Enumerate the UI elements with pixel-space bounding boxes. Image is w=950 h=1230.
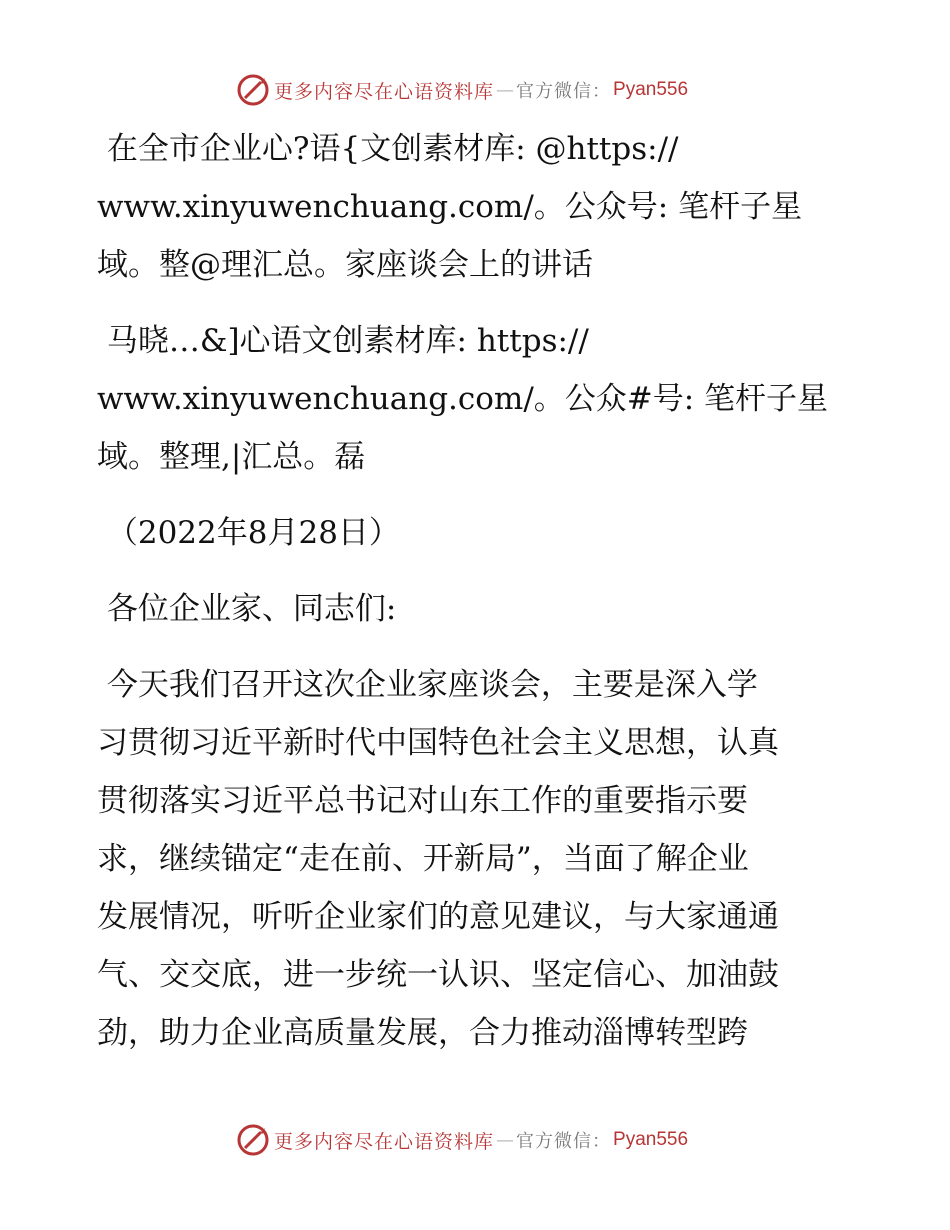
text-line: 在全市企业心?语{文创素材库: @https:// <box>97 131 679 167</box>
banner-site-text: 更多内容尽在心语资料库 <box>274 80 495 103</box>
text-line: 域。整理,|汇总。磊 <box>97 439 366 475</box>
paragraph <box>97 312 857 486</box>
header-banner <box>0 70 950 110</box>
text-line: 发展情况，听听企业家们的意见建议，与大家通通 <box>97 899 779 935</box>
banner-separator: — <box>496 79 515 101</box>
quill-pen-logo-icon <box>236 1123 270 1157</box>
document-body <box>97 120 857 1062</box>
text-line: 今天我们召开这次企业家座谈会，主要是深入学 <box>97 667 758 703</box>
text-line: 气、交交底，进一步统一认识、坚定信心、加油鼓 <box>97 957 779 993</box>
quill-pen-logo-icon <box>236 73 270 107</box>
banner-site-text: 更多内容尽在心语资料库 <box>274 1130 495 1153</box>
banner-wechat-id: Pyan556 <box>613 79 689 100</box>
text-line: （2022年8月28日） <box>97 515 400 551</box>
paragraph <box>97 120 857 294</box>
text-line: www.xinyuwenchuang.com/。公众#号: 笔杆子星 <box>97 381 829 417</box>
paragraph-gap <box>97 486 857 504</box>
text-line: 习贯彻习近平新时代中国特色社会主义思想，认真 <box>97 725 779 761</box>
banner-wechat-label: 官方微信： <box>516 1131 612 1152</box>
paragraph-gap <box>97 562 857 580</box>
banner-wechat-label: 官方微信： <box>516 81 612 102</box>
paragraph <box>97 580 857 638</box>
paragraph <box>97 656 857 1062</box>
text-line: www.xinyuwenchuang.com/。公众号: 笔杆子星 <box>97 189 803 225</box>
paragraph-gap <box>97 638 857 656</box>
text-line: 域。整@理汇总。家座谈会上的讲话 <box>97 247 593 283</box>
text-line: 劲，助力企业高质量发展，合力推动淄博转型跨 <box>97 1015 748 1051</box>
paragraph <box>97 504 857 562</box>
text-line: 贯彻落实习近平总书记对山东工作的重要指示要 <box>97 783 748 819</box>
text-line: 马晓…&]心语文创素材库: https:// <box>97 323 589 359</box>
text-line: 各位企业家、同志们: <box>97 591 397 627</box>
banner-separator: — <box>496 1129 515 1151</box>
footer-banner <box>0 1120 950 1160</box>
banner-wechat-id: Pyan556 <box>613 1129 689 1150</box>
paragraph-gap <box>97 294 857 312</box>
text-line: 求，继续锚定“走在前、开新局”，当面了解企业 <box>97 841 749 877</box>
